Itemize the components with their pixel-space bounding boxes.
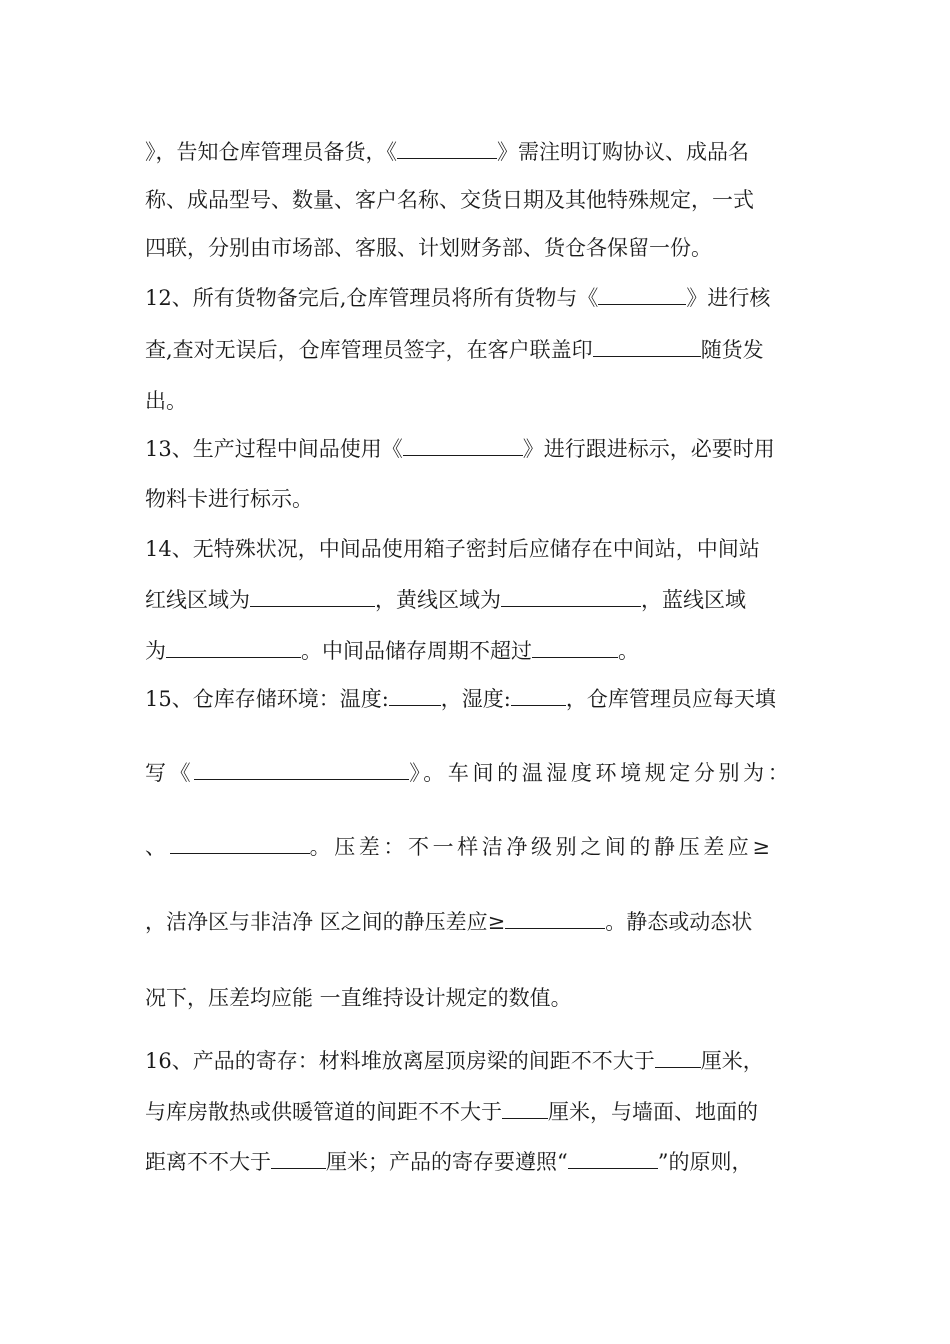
text-segment: 称、成品型号、数量、客户名称、交货日期及其他特殊规定，一式: [145, 188, 754, 212]
fill-in-blank[interactable]: [502, 1098, 548, 1119]
text-line-10: [145, 585, 810, 615]
text-segment: 距离不不大于: [145, 1150, 271, 1174]
fill-in-blank[interactable]: [403, 435, 523, 456]
text-segment: 写《: [145, 761, 195, 785]
fill-in-blank[interactable]: [655, 1047, 701, 1068]
text-segment: 厘米，: [700, 1049, 764, 1073]
fill-in-blank[interactable]: [166, 637, 301, 658]
fill-in-blank[interactable]: [598, 284, 686, 305]
text-segment: 随货发: [700, 338, 764, 362]
text-segment: 12、所有货物备完后,仓库管理员将所有货物与《: [145, 286, 599, 310]
text-segment: 13、生产过程中间品使用《: [145, 437, 403, 461]
text-segment: 》，告知仓库管理员备货，《: [145, 140, 397, 164]
text-segment: 。压差：不一样洁净级别之间的静压差应≥: [309, 835, 774, 859]
text-line-1: [145, 137, 810, 167]
text-line-7: [145, 434, 810, 464]
fill-in-blank[interactable]: [397, 138, 497, 159]
text-segment: 物料卡进行标示。: [145, 487, 313, 511]
text-segment: 16、产品的寄存：材料堆放离屋顶房梁的间距不不大于: [145, 1049, 655, 1073]
text-segment: 。: [618, 639, 639, 663]
text-segment: 15、仓库存储环境：温度:: [145, 687, 389, 711]
text-segment: 》进行核: [686, 286, 771, 310]
text-segment: 红线区域为: [145, 588, 250, 612]
text-segment: 》进行跟进标示，必要时用: [522, 437, 775, 461]
text-line-13: [145, 758, 810, 788]
text-line-15: [145, 907, 810, 937]
fill-in-blank[interactable]: [532, 637, 618, 658]
text-segment: 四联，分别由市场部、客服、计划财务部、货仓各保留一份。: [145, 236, 712, 260]
text-segment: ，黄线区域为: [375, 588, 501, 612]
text-segment: ，蓝线区域: [641, 588, 746, 612]
text-segment: 厘米，与墙面、地面的: [548, 1100, 758, 1124]
fill-in-blank[interactable]: [593, 336, 701, 357]
text-segment: 为: [145, 639, 166, 663]
text-line-6: [145, 386, 810, 416]
text-line-19: [145, 1147, 810, 1177]
fill-in-blank[interactable]: [501, 586, 641, 607]
text-segment: 出。: [145, 389, 187, 413]
text-segment: ，湿度:: [440, 687, 511, 711]
text-segment: 。中间品储存周期不超过: [301, 639, 532, 663]
text-segment: 。静态或动态状: [605, 910, 753, 934]
text-segment: 》。车间的温湿度环境规定分别为：: [409, 761, 793, 785]
fill-in-blank[interactable]: [170, 833, 310, 854]
text-line-3: [145, 233, 810, 263]
fill-in-blank[interactable]: [568, 1148, 658, 1169]
fill-in-blank[interactable]: [250, 586, 375, 607]
text-segment: 14、无特殊状况，中间品使用箱子密封后应储存在中间站，中间站: [145, 537, 760, 561]
text-segment: 查,查对无误后，仓库管理员签字，在客户联盖印: [145, 338, 593, 362]
text-segment: ”的原则，: [657, 1150, 753, 1174]
text-segment: 、: [145, 835, 170, 859]
text-line-9: [145, 534, 810, 564]
text-segment: 与库房散热或供暖管道的间距不不大于: [145, 1100, 502, 1124]
fill-in-blank[interactable]: [194, 759, 409, 780]
text-line-11: [145, 636, 810, 666]
text-line-17: [145, 1046, 810, 1076]
text-line-18: [145, 1097, 810, 1127]
text-line-14: [145, 832, 810, 862]
text-line-12: [145, 684, 810, 714]
fill-in-blank[interactable]: [505, 908, 605, 929]
text-line-16: [145, 983, 810, 1013]
text-segment: 况下，压差均应能 一直维持设计规定的数值。: [145, 986, 572, 1010]
text-segment: 厘米；产品的寄存要遵照“: [326, 1150, 568, 1174]
text-line-2: [145, 185, 810, 215]
text-segment: ，仓库管理员应每天填: [565, 687, 776, 711]
fill-in-blank[interactable]: [271, 1148, 326, 1169]
fill-in-blank[interactable]: [389, 685, 441, 706]
text-segment: 》需注明订购协议、成品名: [497, 140, 749, 164]
text-line-4: [145, 283, 810, 313]
text-segment: ，洁净区与非洁净 区之间的静压差应≥: [145, 910, 506, 934]
text-line-5: [145, 335, 810, 365]
text-line-8: [145, 484, 810, 514]
fill-in-blank[interactable]: [511, 685, 566, 706]
